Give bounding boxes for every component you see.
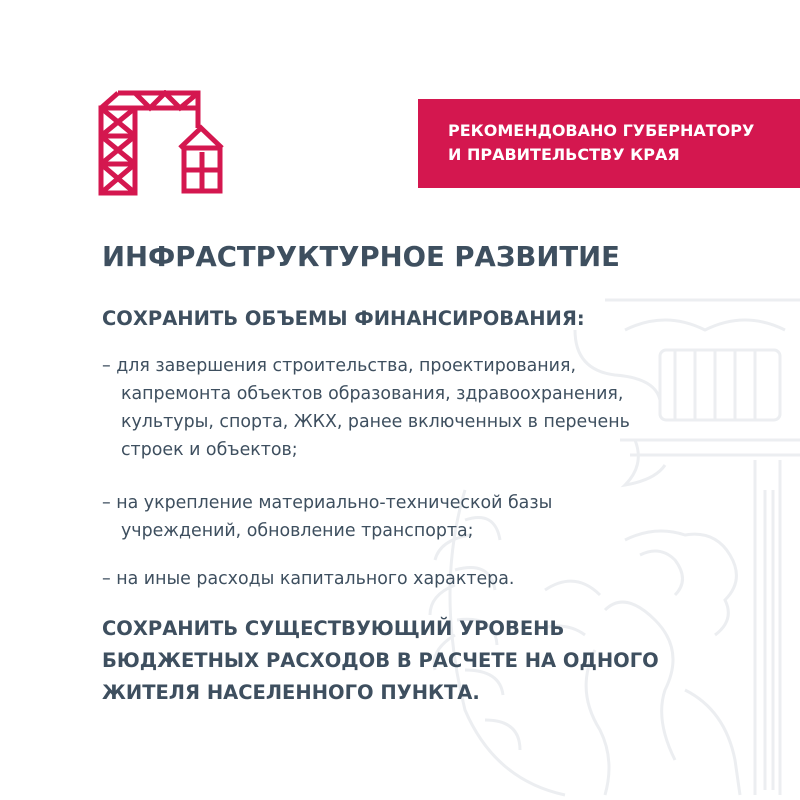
closing-line: ЖИТЕЛЯ НАСЕЛЕННОГО ПУНКТА. bbox=[102, 681, 480, 704]
closing-line: СОХРАНИТЬ СУЩЕСТВУЮЩИЙ УРОВЕНЬ bbox=[102, 617, 565, 640]
list-item-line: – для завершения строительства, проектирования, bbox=[102, 356, 576, 376]
list-item bbox=[102, 565, 514, 593]
list-item-line: культуры, спорта, ЖКХ, ранее включенных в перечень bbox=[121, 412, 630, 432]
list-item-line: капремонта объектов образования, здравоохранения, bbox=[121, 384, 624, 404]
closing-line: БЮДЖЕТНЫХ РАСХОДОВ В РАСЧЕТЕ НА ОДНОГО bbox=[102, 649, 659, 672]
list-item bbox=[102, 489, 552, 545]
recommendation-badge bbox=[418, 99, 800, 188]
list-item-line: – на укрепление материально-технической базы bbox=[102, 493, 553, 513]
crane-with-house-icon bbox=[98, 90, 234, 196]
page-title: ИНФРАСТРУКТУРНОЕ РАЗВИТИЕ bbox=[102, 241, 620, 273]
list-item bbox=[102, 352, 630, 464]
closing-statement bbox=[102, 613, 659, 709]
list-item-line: учреждений, обновление транспорта; bbox=[121, 521, 474, 541]
list-item-line: – на иные расходы капитального характера. bbox=[102, 569, 515, 589]
list-item-line: строек и объектов; bbox=[121, 440, 298, 460]
section-subtitle: СОХРАНИТЬ ОБЪЕМЫ ФИНАНСИРОВАНИЯ: bbox=[102, 307, 585, 330]
badge-line: И ПРАВИТЕЛЬСТВУ КРАЯ bbox=[448, 145, 680, 164]
badge-line: РЕКОМЕНДОВАНО ГУБЕРНАТОРУ bbox=[448, 121, 755, 140]
